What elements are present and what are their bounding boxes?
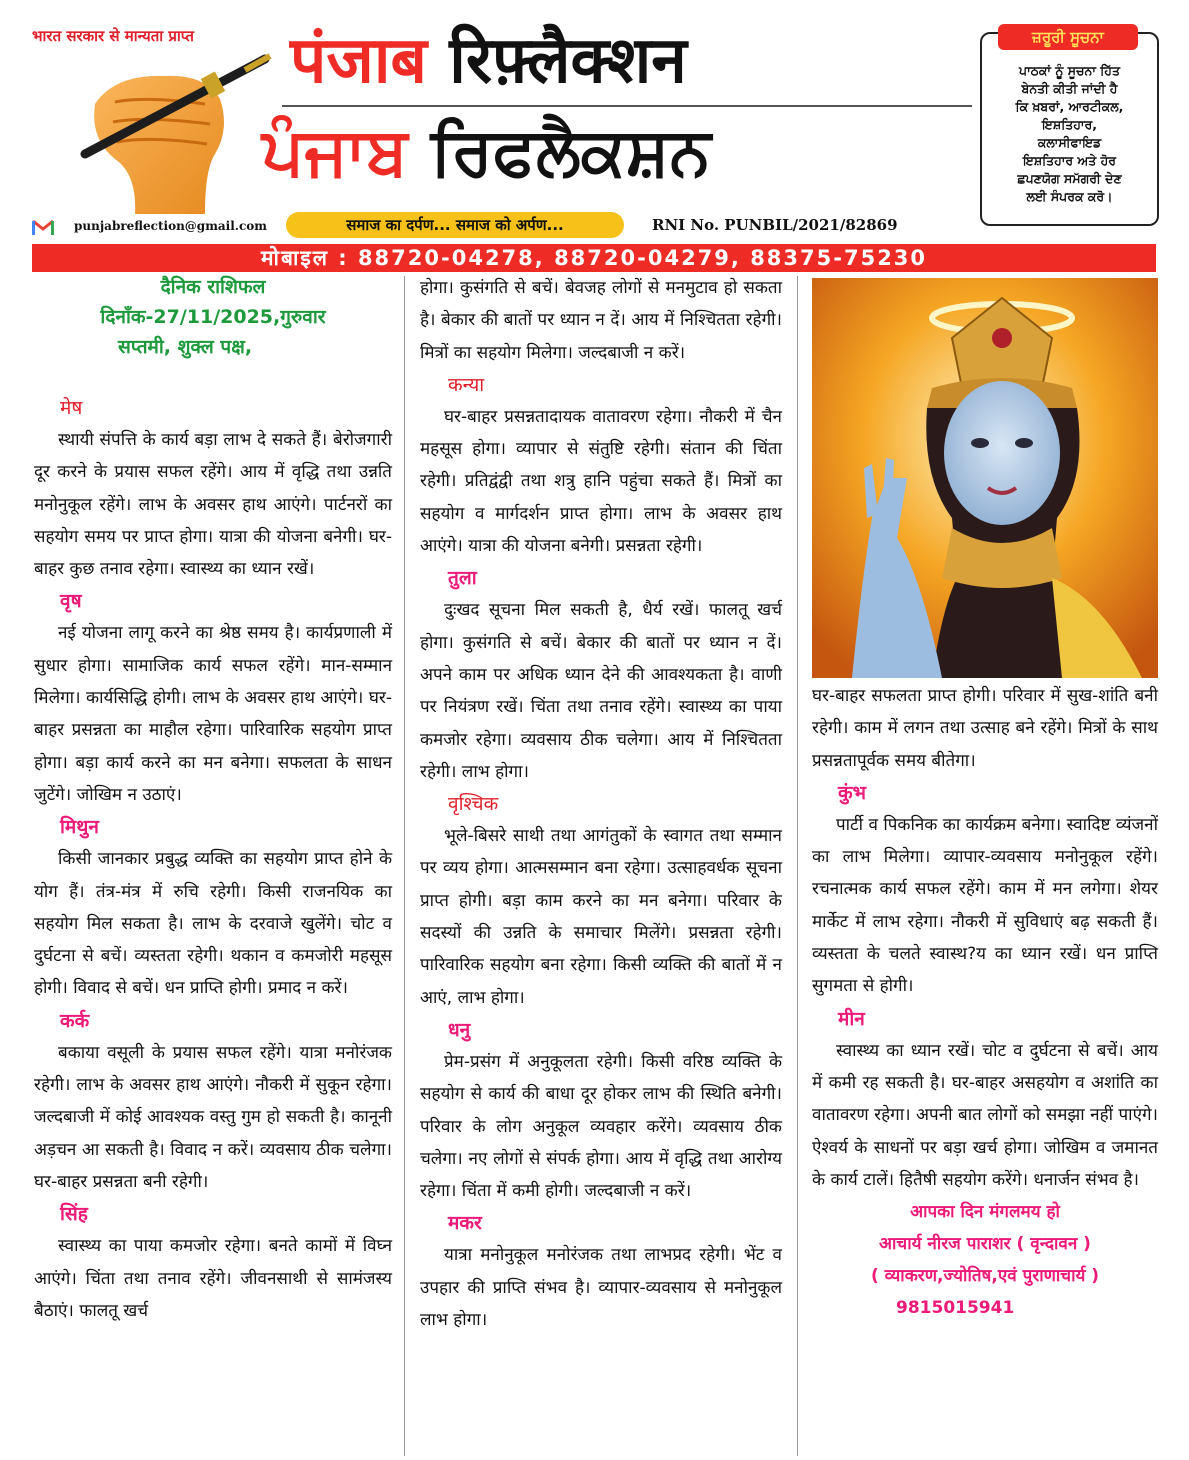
- notice-line: ਛਪਣਯੋਗ ਸਮੱਗਰੀ ਦੇਣ: [1017, 171, 1122, 186]
- fist-pen-logo-icon: [55, 44, 280, 214]
- sign-text-dhanu: प्रेम-प्रसंग में अनुकूलता रहेगी। किसी वरिष्ठ व्यक्ति के सहयोग से कार्य की बाधा दूर होकर लाभ की स्थिति बनेगी। परिवार के लोग अनुकूल व्यवहार करेंगे। व्यवसाय ठीक चलेगा। नए लोगों से संपर्क होगा। आय में वृद्धि तथा आरोग्य रहेगा। चिंता में कमी होगी। जल्दबाजी न करें।: [420, 1051, 782, 1202]
- sign-text-vrish: नई योजना लागू करने का श्रेष्ठ समय है। कार्यप्रणाली में सुधार होगा। सामाजिक कार्य सफल रहेंगे। मान-सम्मान मिलेगा। कार्यसिद्धि होगी। लाभ के अवसर हाथ आएंगे। घर-बाहर प्रसन्नता का माहौल रहेगा। पारिवारिक सहयोग प्राप्त होगा। बड़ा कार्य करने का मन बनेगा। सफलता के साधन जुटेंगे। जोखिम न उठाएं।: [34, 623, 392, 805]
- deity-photo-icon: [812, 278, 1158, 678]
- notice-line: ਕਿ ਖ਼ਬਰਾਂ, ਆਰਟੀਕਲ,: [1015, 99, 1124, 114]
- sign-text-meen: स्वास्थ्य का ध्यान रखें। चोट व दुर्घटना से बचें। आय में कमी रह सकती है। घर-बाहर असहयोग व अशांति का वातावरण रहेगा। अपनी बात लोगों को समझा नहीं पाएंगे। ऐश्वर्य के साधनों पर बड़ा खर्च होगा। जोखिम व जमानत के कार्य टालें। हितैषी सहयोग करेंगे। धनार्जन संभव है।: [812, 1040, 1158, 1190]
- recognition-text: भारत सरकार से मान्यता प्राप्त: [32, 27, 194, 45]
- sign-text-singh: स्वास्थ्य का पाया कमजोर रहेगा। बनते कामों में विघ्न आएंगे। चिंता तथा तनाव रहेंगे। जीवनसाथी से सामंजस्य बैठाएं। फालतू खर्च: [34, 1236, 392, 1321]
- notice-line: ਇਸ਼ਤਿਹਾਰ,: [1042, 117, 1097, 132]
- sign-heading-kumbh: कुंभ: [838, 781, 866, 804]
- notice-line: ਪਾਠਕਾਂ ਨੂੰ ਸੂਚਨਾ ਹਿੱਤ: [1019, 63, 1120, 78]
- notice-line: ਲਈ ਸੰਪਰਕ ਕਰੋ।: [1026, 189, 1113, 204]
- sign-heading-singh: सिंह: [60, 1203, 88, 1226]
- notice-title: ਜ਼ਰੂਰੀ ਸੂਚਨਾ: [998, 24, 1138, 50]
- closing-wish: आपका दिन मंगलमय हो: [910, 1202, 1060, 1223]
- sign-text-kark: बकाया वसूली के प्रयास सफल रहेंगे। यात्रा मनोरंजक रहेगी। लाभ के अवसर हाथ आएंगे। नौकरी में सुकून रहेगा। जल्दबाजी में कोई आवश्यक वस्तु गुम हो सकती है। कानूनी अड़चन आ सकती है। विवाद न करें। व्यवसाय ठीक चलेगा। घर-बाहर प्रसन्नता बनी रहेगी।: [34, 1042, 392, 1192]
- closing-author: आचार्य नीरज पाराशर ( वृन्दावन ): [879, 1234, 1091, 1255]
- sign-heading-kanya: कन्या: [448, 373, 485, 396]
- sign-heading-tula: तुला: [448, 567, 477, 590]
- notice-line: ਕਲਾਸੀਫਾਇਡ: [1037, 135, 1102, 150]
- column-1: [34, 272, 392, 1327]
- column-2: [420, 272, 782, 1336]
- title-punjabi-red: ਪੰਜਾਬ: [262, 113, 408, 190]
- sign-text-makar: यात्रा मनोनुकूल मनोरंजक तथा लाभप्रद रहेगी। भेंट व उपहार की प्राप्ति संभव है। व्यापार-व्यवसाय से मनोनुकूल लाभ होगा।: [420, 1245, 782, 1331]
- column-3: [812, 680, 1158, 1324]
- sign-heading-mithun: मिथुन: [60, 816, 99, 839]
- masthead-title-punjabi: [262, 110, 711, 194]
- sign-heading-makar: मकर: [448, 1212, 482, 1235]
- email-address[interactable]: punjabreflection@gmail.com: [74, 219, 267, 233]
- notice-body: [988, 62, 1151, 206]
- mobile-numbers-bar: मोबाइल : 88720-04278, 88720-04279, 88375-75230: [32, 244, 1156, 272]
- article-tithi: सप्तमी, शुक्ल पक्ष,: [118, 336, 253, 358]
- gmail-icon: [32, 219, 54, 235]
- notice-line: ਇਸ਼ਤਿਹਾਰ ਅਤੇ ਹੋਰ: [1022, 153, 1117, 168]
- sign-heading-vrish: वृष: [60, 590, 82, 613]
- notice-line: ਬੇਨਤੀ ਕੀਤੀ ਜਾਂਦੀ ਹੈ: [1021, 81, 1118, 96]
- sign-heading-mesh: मेष: [60, 397, 83, 419]
- sign-heading-vrishchik: वृश्चिक: [448, 793, 499, 816]
- sign-text-tula: दुःखद सूचना मिल सकती है, धैर्य रखें। फालतू खर्च होगा। कुसंगति से बचें। बेकार की बातों पर ध्यान न दें। अपने काम पर अधिक ध्यान देने की आवश्यकता है। वाणी पर नियंत्रण रखें। चिंता तथा तनाव रहेंगे। स्वास्थ्य का पाया कमजोर रहेगा। व्यवसाय ठीक चलेगा। आय में निश्चितता रहेगी। लाभ होगा।: [420, 600, 782, 782]
- title-punjabi-black: ਰਿਫਲੈਕਸ਼ਨ: [430, 113, 711, 190]
- sign-heading-meen: मीन: [838, 1007, 865, 1030]
- sign-heading-dhanu: धनु: [448, 1018, 471, 1041]
- tagline: समाज का दर्पण... समाज को अर्पण...: [286, 212, 624, 238]
- title-hindi-black: रिफ़्लैक्शन: [449, 24, 687, 98]
- sign-text-singh-continued: होगा। कुसंगति से बचें। बेवजह लोगों से मनमुटाव हो सकता है। बेकार की बातों पर ध्यान न दें। आय में निश्चितता रहेगी। मित्रों का सहयोग मिलेगा। जल्दबाजी न करें।: [420, 278, 782, 363]
- sign-text-mithun: किसी जानकार प्रबुद्ध व्यक्ति का सहयोग प्राप्त होने के योग हैं। तंत्र-मंत्र में रुचि रहेगी। किसी राजनयिक का सहयोग मिल सकता है। लाभ के दरवाजे खुलेंगे। चोट व दुर्घटना से बचें। व्यस्तता रहेगी। थकान व कमजोरी महसूस होगी। विवाद से बचें। धन प्राप्ति होगी। प्रमाद न करें।: [34, 849, 392, 999]
- column-divider: [797, 276, 798, 1456]
- sign-heading-kark: कर्क: [60, 1009, 90, 1032]
- title-divider: [282, 105, 972, 107]
- title-hindi-red: पंजाब: [290, 24, 427, 98]
- article-date: दिनाँक-27/11/2025,गुरुवार: [100, 306, 326, 328]
- sign-text-mesh: स्थायी संपत्ति के कार्य बड़ा लाभ दे सकते हैं। बेरोजगारी दूर करने के प्रयास सफल रहेंगे। आय में वृद्धि तथा उन्नति मनोनुकूल रहेंगे। लाभ के अवसर हाथ आएंगे। पार्टनरों का सहयोग समय पर प्राप्त होगा। यात्रा की योजना बनेगी। घर-बाहर कुछ तनाव रहेगा। स्वास्थ्य का ध्यान रखें।: [34, 430, 392, 580]
- masthead: [0, 0, 1189, 242]
- sign-text-kanya: घर-बाहर प्रसन्नतादायक वातावरण रहेगा। नौकरी में चैन महसूस होगा। व्यापार से संतुष्टि रहेगी। संतान की चिंता रहेगी। प्रतिद्वंद्वी तथा शत्रु हानि पहुंचा सकते हैं। मित्रों का सहयोग व मार्गदर्शन प्राप्त होगा। लाभ के अवसर हाथ आएंगे। यात्रा की योजना बनेगी। प्रसन्नता रहेगी।: [420, 406, 782, 557]
- rni-number: RNI No. PUNBIL/2021/82869: [652, 216, 898, 234]
- sign-text-vrishchik: भूले-बिसरे साथी तथा आगंतुकों के स्वागत तथा सम्मान पर व्यय होगा। आत्मसम्मान बना रहेगा। उत्साहवर्धक सूचना प्राप्त होगी। बड़ा काम करने का मन बनेगा। परिवार के सदस्यों की उन्नति के समाचार मिलेंगे। प्रसन्नता रहेगी। पारिवारिक सहयोग बना रहेगा। किसी व्यक्ति की बातों में न आएं, लाभ होगा।: [420, 826, 782, 1008]
- closing-phone[interactable]: 9815015941: [896, 1298, 1015, 1319]
- article-heading: दैनिक राशिफल: [160, 276, 266, 298]
- column-divider: [404, 276, 405, 1456]
- sign-text-kumbh: पार्टी व पिकनिक का कार्यक्रम बनेगा। स्वादिष्ट व्यंजनों का लाभ मिलेगा। व्यापार-व्यवसाय मनोनुकूल रहेंगे। रचनात्मक कार्य सफल रहेंगे। काम में मन लगेगा। शेयर मार्केट में लाभ रहेगा। नौकरी में सुविधाएं बढ़ सकती हैं। व्यस्तता के चलते स्वास्थ?य का ध्यान रखें। धन प्राप्ति सुगमता से होगी।: [812, 814, 1158, 997]
- sign-text-makar-continued: घर-बाहर सफलता प्राप्त होगी। परिवार में सुख-शांति बनी रहेगी। काम में लगन तथा उत्साह बने रहेंगे। मित्रों के साथ प्रसन्नतापूर्वक समय बीतेगा।: [812, 686, 1158, 771]
- notice-box: [980, 28, 1159, 226]
- closing-qualification: ( व्याकरण,ज्योतिष,एवं पुराणाचार्य ): [870, 1266, 1100, 1287]
- masthead-title-hindi: [290, 22, 687, 100]
